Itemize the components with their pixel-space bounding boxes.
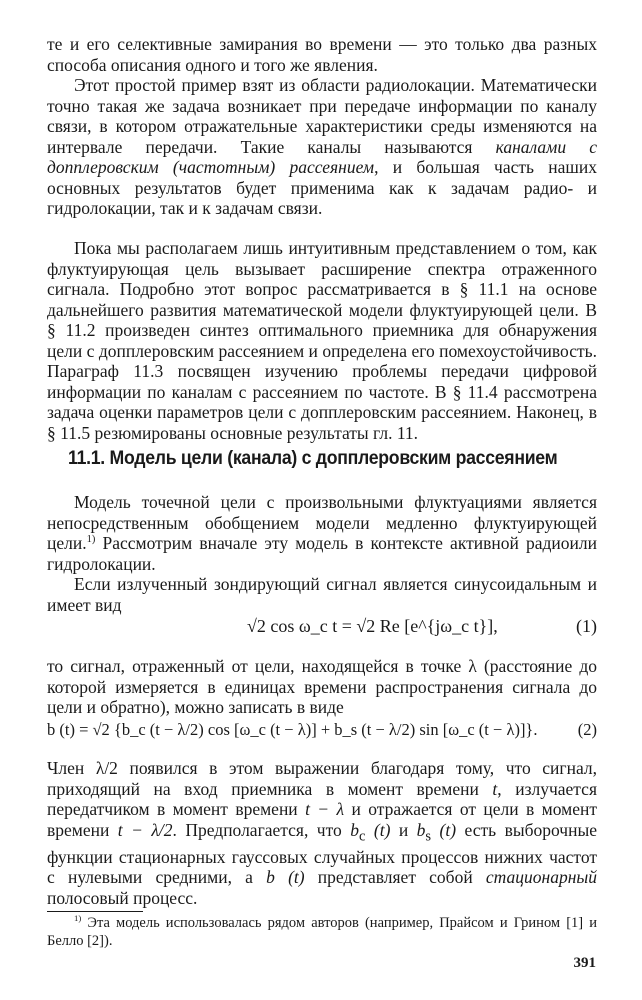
section-heading: 11.1. Модель цели (канала) с допплеровским рассеянием	[68, 448, 558, 469]
paragraph-sinusoidal-signal: Если излученный зондирующий сигнал является синусоидальным и имеет вид	[47, 574, 597, 615]
paragraph-lambda-term: Член λ/2 появился в этом выражении благодаря тому, что сигнал, приходящий на вход приемника в момент времени t, излучается передатчиком в момент времени t − λ и отражается от цели в момент времени t − λ/2. Предполагается, что $b_c$ (t) и $b_s$ (t) есть выборочные функции стационарных гауссовых случайных процессов нижних частот с нулевыми средними, а b (t) представляет собой стационарный полосовый процесс.	[47, 758, 597, 908]
term-doppler-channels: каналами с допплеровским (частотным) рассеянием	[47, 136, 597, 177]
equation-2	[47, 718, 597, 744]
footnote-text: Эта модель использовалась рядом авторов (например, Прайсом и Грином [1] и Белло [2]).	[47, 915, 597, 949]
footnote-marker: 1)	[74, 913, 82, 924]
paragraph-doppler-channels: Этот простой пример взят из области радиолокации. Математически точно такая же задача возникает при передаче информации по каналу связи, в котором отражательные характеристики среды изменяются на интервале передачи. Такие каналы называются каналами с допплеровским (частотным) рассеянием, и большая часть наших основных результатов будет применима как к задачам радио- и гидролокации, так и к задачам связи.	[47, 75, 598, 218]
term-stationary: стационарный	[485, 867, 597, 887]
paragraph-continuation: те и его селективные замирания во времени — это только два разных способа описания одного и того же явления.	[47, 34, 597, 75]
equation-1	[47, 614, 597, 640]
equation-2-number: (2)	[577, 720, 597, 739]
footnote-divider	[47, 911, 143, 912]
equation-2-body: b (t) = √2 {b_c (t − λ/2) cos [ω_c (t − λ)] + b_s (t − λ/2) sin [ω_c (t − λ)]}.	[47, 720, 538, 739]
paragraph-chapter-overview: Пока мы располагаем лишь интуитивным представлением о том, как флуктуирующая цель вызывает расширение спектра отраженного сигнала. Подробно этот вопрос рассматривается в § 11.1 на основе дальнейшего развития математической модели флуктуирующей цели. В § 11.2 произведен синтез оптимального приемника для обнаружения цели с допплеровским рассеянием и определена его помехоустойчивость. Параграф 11.3 посвящен изучению проблемы передачи цифровой информации по каналам с рассеянием по частоте. В § 11.4 рассмотрена задача оценки параметров цели с допплеровским рассеянием. Наконец, в § 11.5 резюмированы основные результаты гл. 11.	[47, 238, 597, 443]
equation-1-body: √2 cos ω_c t = √2 Re [e^{jω_c t}],	[247, 616, 498, 636]
paragraph-reflected-signal: то сигнал, отраженный от цели, находящейся в точке λ (расстояние до которой измеряется в единицах времени распространения сигнала до цели и обратно), можно записать в виде	[47, 656, 597, 717]
footnote-ref: 1)	[86, 534, 96, 546]
paragraph-point-target-model: Модель точечной цели с произвольными флуктуациями является непосредственным обобщением модели медленно флуктуирующей цели.$^{1)}$ Рассмотрим вначале эту модель в контексте активной радиоили гидролокации.	[47, 492, 597, 574]
footnote	[47, 914, 597, 950]
equation-1-number: (1)	[576, 616, 597, 636]
page-number: 391	[573, 955, 596, 971]
